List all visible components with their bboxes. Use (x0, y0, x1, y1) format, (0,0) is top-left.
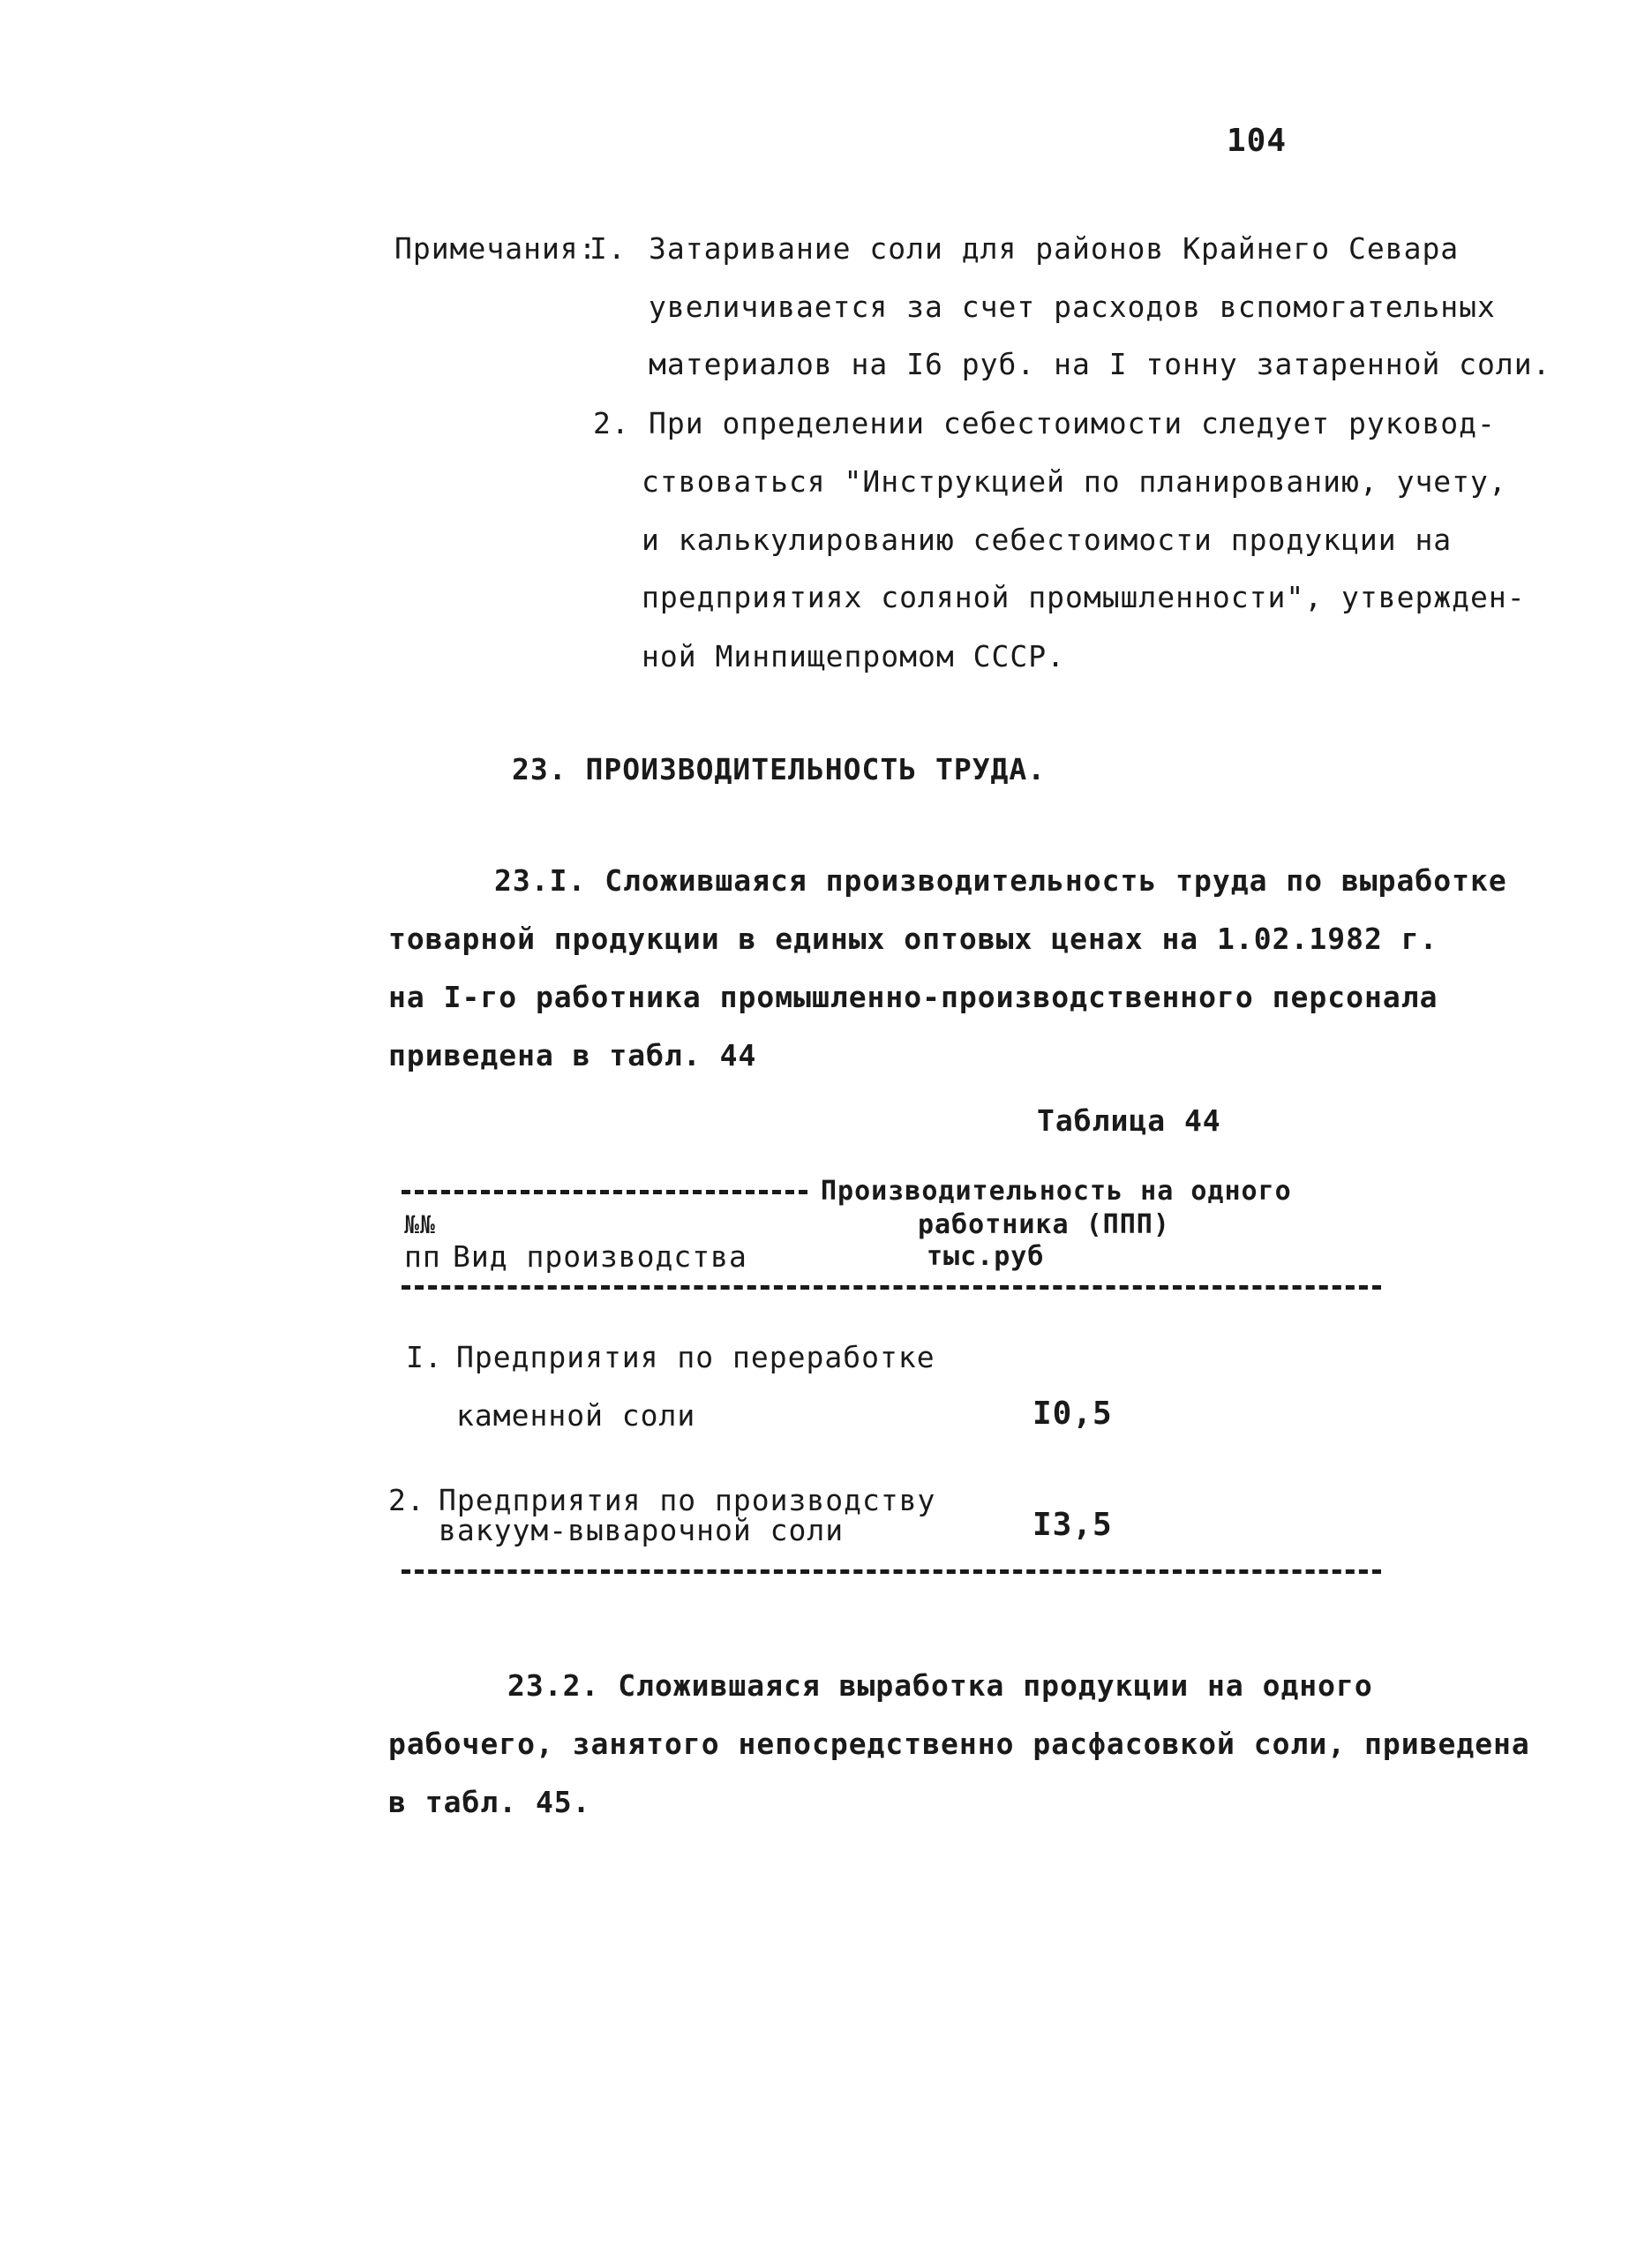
para-23-2-line-2: рабочего, занятого непосредственно расфасовкой соли, приведена (388, 1727, 1530, 1761)
para-23-1-line-1: 23.I. Сложившаяся производительность труда по выработке (494, 863, 1507, 898)
notes-label: Примечания: (394, 231, 597, 266)
note-2-number: 2. (593, 406, 630, 440)
table-header-col2: Вид производства (453, 1239, 747, 1274)
note-2-line-4: предприятиях соляной промышленности", утвержден- (642, 580, 1526, 614)
row-1-name-line-2: каменной соли (456, 1398, 696, 1433)
row-1-name-line-1: Предприятия по переработке (456, 1340, 935, 1374)
table-caption: Таблица 44 (1037, 1103, 1221, 1138)
note-2-line-3: и калькулированию себестоимости продукции на (642, 523, 1453, 557)
table-top-rule (402, 1190, 807, 1194)
table-header-col1-line-2: пп (404, 1239, 441, 1274)
table-header-col1-line-1: №№ (404, 1210, 436, 1239)
note-1-line-1: Затаривание соли для районов Крайнего Севара (649, 231, 1460, 266)
row-2-name-line-1: Предприятия по производству (439, 1483, 936, 1517)
table-header-col3-line-3: тыс.руб (927, 1241, 1045, 1272)
table-header-col3-line-1: Производительность на одного (821, 1176, 1292, 1207)
para-23-1-line-2: товарной продукции в единых оптовых ценах на 1.02.1982 г. (388, 922, 1438, 956)
note-1-number: I. (589, 231, 627, 266)
row-1-number: I. (406, 1340, 443, 1374)
row-2-number: 2. (388, 1483, 425, 1517)
note-2-line-5: ной Минпищепромом СССР. (642, 639, 1065, 673)
para-23-1-line-4: приведена в табл. 44 (388, 1038, 757, 1072)
note-1-line-3: материалов на I6 руб. на I тонну затаренной соли. (649, 347, 1551, 381)
row-2-value: I3,5 (1032, 1507, 1113, 1543)
note-2-line-2: ствоваться "Инструкцией по планированию, учету, (642, 464, 1507, 499)
para-23-2-line-1: 23.2. Сложившаяся выработка продукции на одного (507, 1668, 1373, 1703)
note-2-line-1: При определении себестоимости следует руковод- (649, 406, 1496, 440)
table-bottom-rule (402, 1569, 1381, 1574)
para-23-1-line-3: на I-го работника промышленно-производственного персонала (388, 980, 1438, 1014)
row-2-name-line-2: вакуум-выварочной соли (439, 1513, 845, 1547)
para-23-2-line-3: в табл. 45. (388, 1785, 591, 1819)
row-1-value: I0,5 (1032, 1396, 1113, 1432)
page-number: 104 (1227, 123, 1288, 159)
table-header-rule (402, 1285, 1381, 1290)
section-heading: 23. ПРОИЗВОДИТЕЛЬНОСТЬ ТРУДА. (512, 752, 1047, 786)
note-1-line-2: увеличивается за счет расходов вспомогательных (649, 290, 1496, 324)
table-header-col3-line-2: работника (ППП) (918, 1209, 1170, 1240)
